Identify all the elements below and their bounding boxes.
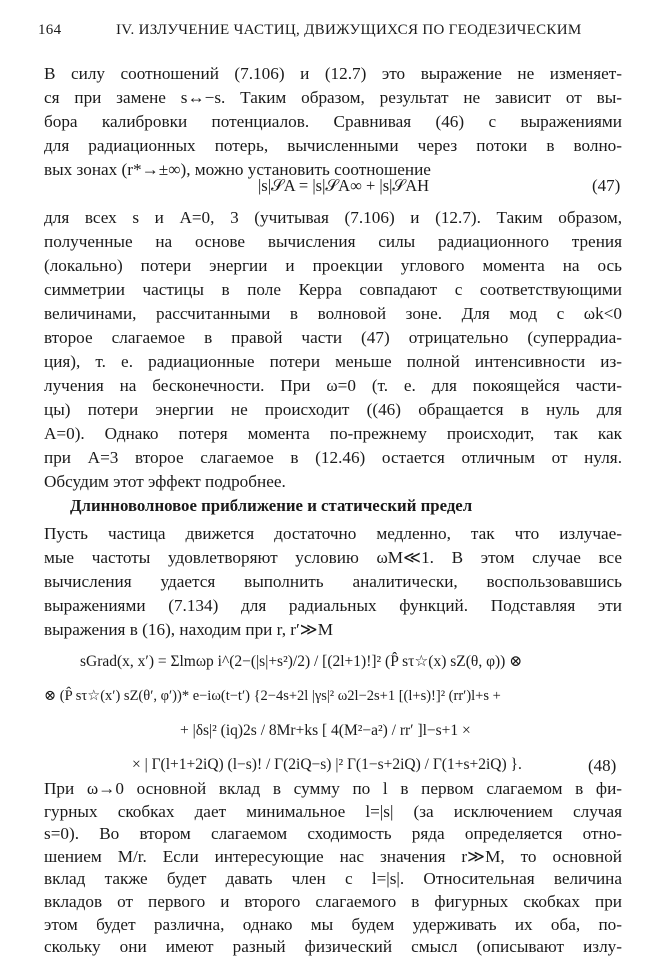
text-line: (локально) потери энергии и проекции углового момента на ось [44, 256, 622, 275]
text-line: для радиационных потерь, вычисленными через потоки в волно- [44, 136, 622, 155]
text-line: ся при замене s↔−s. Таким образом, результат не зависит от вы- [44, 88, 622, 107]
text-line: ция), т. е. радиационные потери меньше полной интенсивности из- [44, 352, 622, 371]
text-line: бора калибровки потенциалов. Сравнивая (46) с выражениями [44, 112, 622, 131]
running-title: IV. ИЗЛУЧЕНИЕ ЧАСТИЦ, ДВИЖУЩИХСЯ ПО ГЕОДЕЗИЧЕСКИМ [116, 22, 582, 38]
equation-number-48: (48) [588, 756, 617, 775]
text-line: В силу соотношений (7.106) и (12.7) это выражение не изменяет- [44, 64, 622, 83]
equation-number-47: (47) [592, 176, 621, 195]
text-line: s=0). Во втором слагаемом сходимость ряда определяется отно- [44, 824, 622, 844]
text-line: при A=3 второе слагаемое в (12.46) остается отличным от нуля. [44, 448, 622, 467]
text-line: второе слагаемое в правой части (47) отрицательно (суперрадиа- [44, 328, 622, 347]
text-line: цы) потери энергии не происходит ((46) обращается в нуль для [44, 400, 622, 419]
text-line: вклад также будет давать член с l=|s|. Относительная величина [44, 869, 622, 889]
text-line: для всех s и A=0, 3 (учитывая (7.106) и (12.7). Таким образом, [44, 208, 622, 227]
equation-48-line-2: ⊗ (P̂ sτ☆(x′) sZ(θ′, φ′))* e−iω(t−t′) {2−4s+2l |γs|² ω2l−2s+1 [(l+s)!]² (rr′)l+s + [44, 688, 501, 704]
equation-48-line-3: + |δs|² (iq)2s / 8Mr+ks [ 4(M²−a²) / rr′ ]l−s+1 × [180, 722, 471, 739]
text-line: гурных скобках дает минимальное l=|s| (за исключением случая [44, 801, 622, 821]
text-line: A=0). Однако потеря момента по-прежнему происходит, так как [44, 424, 622, 443]
text-line: вычисления удается выполнить аналитически, воспользовавшись [44, 572, 622, 591]
text-line: полученные на основе вычисления силы радиационного трения [44, 232, 622, 251]
text-line: шением M/r. Если интересующие нас значения r≫M, то основной [44, 846, 622, 866]
text-line: вых зонах (r*→±∞), можно установить соотношение [44, 160, 431, 179]
text-line: величинами, рассчитанными в волновой зоне. Для мод с ωk<0 [44, 304, 622, 323]
text-line: При ω→0 основной вклад в сумму по l в первом слагаемом в фи- [44, 779, 622, 798]
text-line: мые частоты удовлетворяют условию ωM≪1. В этом случае все [44, 548, 622, 567]
text-line: лучения на бесконечности. При ω=0 (т. е. для покоящейся части- [44, 376, 622, 395]
equation-47: |s|𝒮A = |s|𝒮A∞ + |s|𝒮AH [258, 176, 430, 195]
equation-48-line-4: × | Γ(l+1+2iQ) (l−s)! / Γ(2iQ−s) |² Γ(1−s+2iQ) / Γ(1+s+2iQ) }. [132, 756, 522, 773]
text-line: Обсудим этот эффект подробнее. [44, 472, 286, 491]
text-line: Пусть частица движется достаточно медленно, так что излучае- [44, 524, 622, 543]
text-line: скольку они имеют разный физический смысл (описывают излу- [44, 937, 622, 957]
page-header [38, 22, 632, 46]
text-line: этом будет различна, однако мы будем удерживать их оба, по- [44, 914, 622, 934]
page-number: 164 [38, 22, 62, 38]
equation-48-line-1: sGrad(x, x′) = Σlmωp i^(2−(|s|+s²)/2) / [(2l+1)!]² (P̂ sτ☆(x) sZ(θ, φ)) ⊗ [80, 653, 523, 670]
text-line: выражения в (16), находим при r, r′≫M [44, 620, 334, 639]
section-heading: Длинноволновое приближение и статический предел [70, 496, 473, 515]
text-line: вкладов от первого и второго слагаемого в фигурных скобках при [44, 892, 622, 911]
text-line: выражениями (7.134) для радиальных функций. Подставляя эти [44, 596, 622, 615]
text-line: симметрии частицы в поле Керра совпадают с соответствующими [44, 280, 622, 299]
